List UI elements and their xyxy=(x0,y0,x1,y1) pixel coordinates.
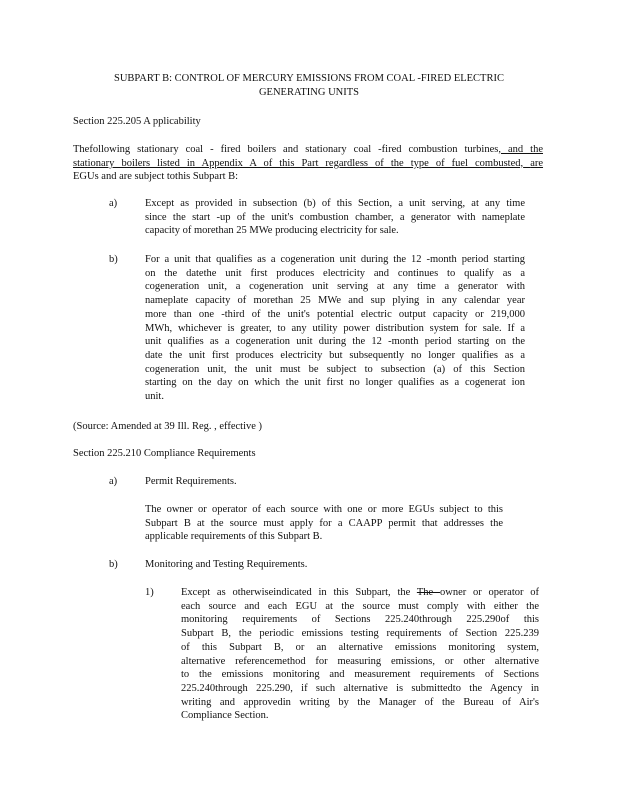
req-b1-line: Except as otherwiseindicated in this Subpart, the The owner or operator of xyxy=(181,587,540,598)
intro-line-1: Thefollowing stationary coal - fired boilers and stationary coal -fired combustion turbines, and the xyxy=(73,144,543,155)
req-a-text xyxy=(145,503,503,544)
req-b1-line: Subpart B, the periodic emissions testing requirements of Section 225.239 xyxy=(181,628,539,640)
item-b-line: cogeneration unit, a cogeneration unit serving at any time a generator with xyxy=(145,281,525,293)
section-225-205-intro xyxy=(73,143,543,184)
section-225-205-heading: Section 225.205 A pplicability xyxy=(73,116,201,127)
intro-line-2: stationary boilers listed in Appendix A of this Part regardless of the type of fuel combusted, are xyxy=(73,157,544,169)
item-b-line: on the datethe unit first produces electricity and continues to qualify as a xyxy=(145,267,525,279)
item-b-line: unit. xyxy=(145,391,164,403)
subpart-title xyxy=(40,72,578,99)
item-a-line: since the start -up of the unit's combustion chamber, a generator with nameplate xyxy=(145,211,525,223)
req-a-line: Subpart B at the source must apply for a CAAPP permit that addresses the xyxy=(145,517,503,529)
req-b1-text xyxy=(181,586,539,723)
item-b-line: date the unit first produces electricity but subsequently no longer qualifies as a xyxy=(145,349,525,361)
item-b-line: For a unit that qualifies as a cogeneration unit during the 12 -month period starting xyxy=(145,254,525,265)
req-a-title: Permit Requirements. xyxy=(145,476,237,487)
item-b-line: more than one -third of the unit's potential electric output capacity or 219,000 xyxy=(145,308,525,320)
req-b1-line: 225.240through 225.290, if such alternative is submittedto the Agency in xyxy=(181,682,539,694)
intro-line-3: EGUs and are subject tothis Subpart B: xyxy=(73,171,239,183)
section-225-210-heading: Section 225.210 Compliance Requirements xyxy=(73,448,256,459)
req-b-title: Monitoring and Testing Requirements. xyxy=(145,559,308,570)
item-a-line: capacity of morethan 25 MWe producing electricity for sale. xyxy=(145,225,399,237)
item-b-line: unit qualifies as a cogeneration unit during the 12 -month period starting on the xyxy=(145,336,525,348)
item-b-label: b) xyxy=(109,254,118,265)
req-b1-line: of this Subpart B, or an alternative emissions monitoring system, xyxy=(181,641,539,653)
req-b1-line: writing and approvedin writing by the Manager of the Bureau of Air's xyxy=(181,696,539,708)
item-b-text xyxy=(145,253,525,404)
item-b-line: cogeneration unit, the unit must be subject to subsection (a) of this Section xyxy=(145,363,525,375)
req-b1-line: to the emissions monitoring and measurement requirements of Sections xyxy=(181,669,539,681)
req-b1-label: 1) xyxy=(145,587,154,598)
req-a-line: applicable requirements of this Subpart B. xyxy=(145,531,323,543)
item-a-line: Except as provided in subsection (b) of this Section, a unit serving, at any time xyxy=(145,198,525,209)
req-b1-line: monitoring requirements of Sections 225.240through 225.290of this xyxy=(181,614,539,626)
item-a-text xyxy=(145,197,525,238)
req-a-line: The owner or operator of each source with one or more EGUs subject to this xyxy=(145,504,503,515)
item-b-line: MWh, whichever is greater, to any utility power distribution system for sale. If a xyxy=(145,322,525,334)
source-note: (Source: Amended at 39 Ill. Reg. , effective ) xyxy=(73,421,263,432)
req-a-label: a) xyxy=(109,476,118,487)
item-a-label: a) xyxy=(109,198,118,209)
req-b-label: b) xyxy=(109,559,118,570)
subpart-title-line-2: GENERATING UNITS xyxy=(258,86,360,98)
item-b-line: starting on the day on which the unit first no longer qualifies as a cogenerat ion xyxy=(145,377,525,389)
subpart-title-line-1: SUBPART B: CONTROL OF MERCURY EMISSIONS FROM COAL -FIRED ELECTRIC xyxy=(114,73,504,84)
req-b1-line: Compliance Section. xyxy=(181,710,269,722)
req-b1-line: each source and each EGU at the source must comply with either the xyxy=(181,600,539,612)
req-b1-line: alternative referencemethod for measuring emissions, or other alternative xyxy=(181,655,539,667)
item-b-line: nameplate capacity of morethan 25 MWe and sup plying in any calendar year xyxy=(145,295,525,307)
